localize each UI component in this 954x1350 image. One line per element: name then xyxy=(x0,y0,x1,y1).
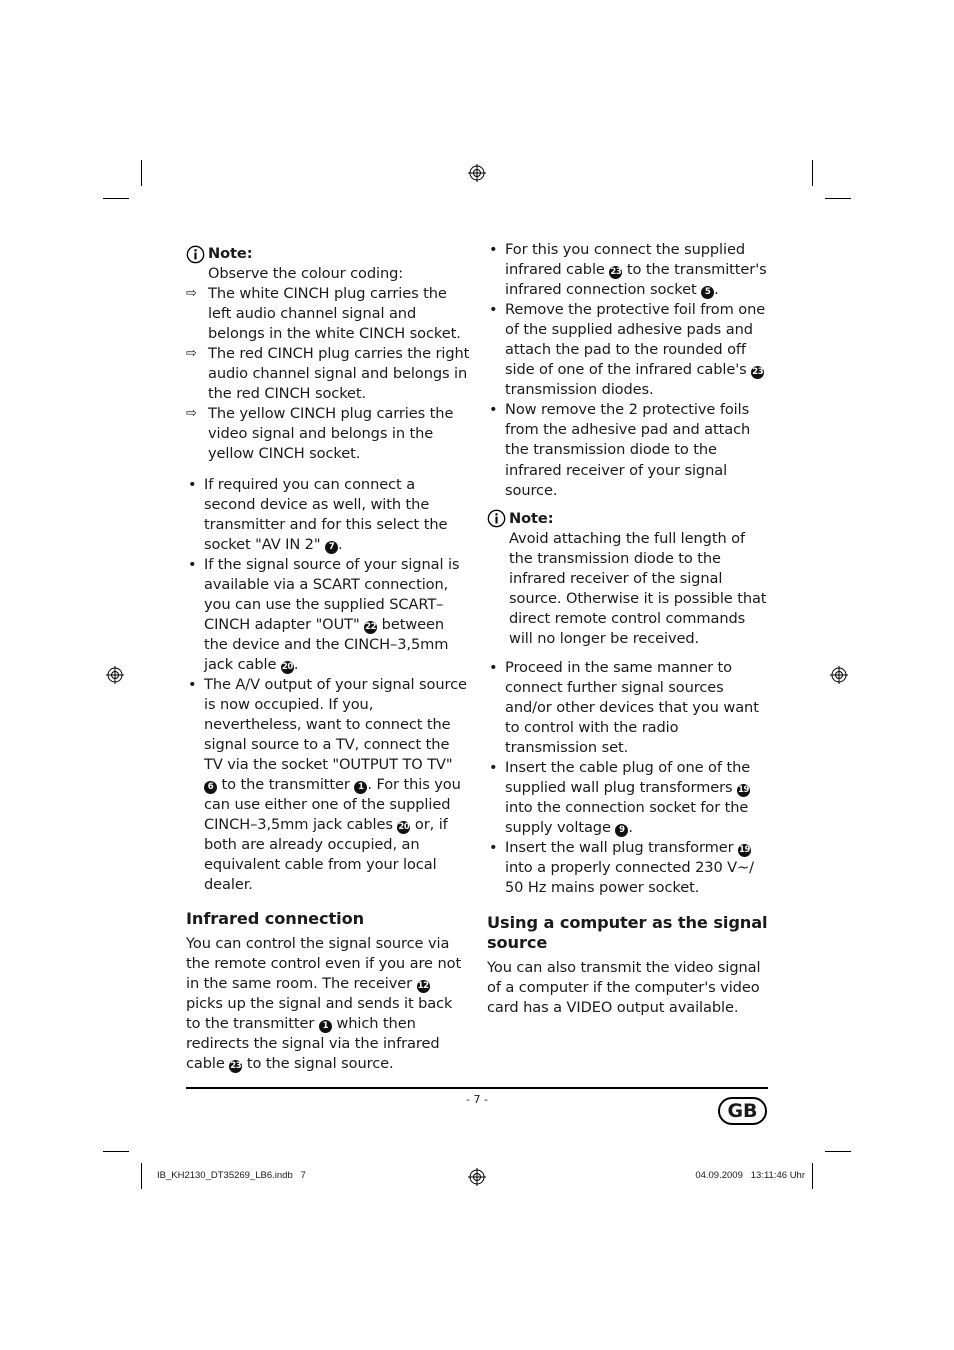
note-body xyxy=(487,529,771,649)
crop-mark xyxy=(103,198,129,199)
crop-mark xyxy=(141,160,142,186)
list-item: • If required you can connect a second device as well, with the transmitter and for this select the socket "AV IN 2" 7 . xyxy=(188,475,448,553)
list-item: • If the signal source of your signal is available via a SCART connection, you can use the supplied SCART–CINCH adapter "OUT" 22 between the device and the CINCH–3,5mm jack cable 20. xyxy=(188,555,460,673)
note-body xyxy=(186,264,470,284)
crop-mark xyxy=(103,1151,129,1152)
list-item: • Now remove the 2 protective foils from the adhesive pad and attach the transmission diode to the infrared receiver of your signal source. xyxy=(489,401,751,499)
note-title: Note: xyxy=(509,509,554,527)
list-item: • Insert the wall plug transformer 19 into a properly connected 230 V~/ 50 Hz mains power socket. xyxy=(489,839,754,897)
note-title: Note: xyxy=(208,245,253,262)
crop-mark xyxy=(825,198,851,199)
bullet-icon: • xyxy=(188,555,197,573)
bullet-icon: • xyxy=(489,759,498,777)
registration-mark-icon xyxy=(830,666,848,684)
info-icon xyxy=(186,245,205,264)
list-item: • Insert the cable plug of one of the supplied wall plug transformers 19 into the connection socket for the supply voltage 9 . xyxy=(489,759,751,837)
ref-badge: 20 xyxy=(281,661,293,672)
left-column xyxy=(186,244,470,1074)
ref-badge: 23 xyxy=(752,367,764,378)
list-item: • For this you connect the supplied infrared cable 23 to the transmitter's infrared connection socket 5 . xyxy=(489,241,767,299)
paragraph: You can control the signal source via the remote control even if you are not in the same room. The receiver 12 picks up the signal and sends it back to the transmitter 1 which then redirects the signal via the infrared cable 23 to the signal source. xyxy=(186,934,462,1072)
ref-badge: 1 xyxy=(354,781,367,794)
crop-mark xyxy=(812,160,813,186)
ref-badge: 12 xyxy=(417,980,429,991)
note-heading xyxy=(186,244,470,264)
instruction-list xyxy=(487,240,771,501)
page-number: - 7 - xyxy=(466,1093,488,1106)
bullet-icon: • xyxy=(489,301,498,319)
ref-badge: 23 xyxy=(230,1060,242,1071)
footer-rule xyxy=(186,1087,768,1089)
ref-badge: 9 xyxy=(615,824,628,837)
registration-mark-icon xyxy=(468,1168,486,1186)
note-intro: Observe the colour coding: xyxy=(208,265,404,283)
colour-coding-list xyxy=(186,284,470,464)
crop-mark xyxy=(141,1163,142,1189)
ref-badge: 19 xyxy=(739,845,751,856)
section-heading: Infrared connection xyxy=(186,908,365,928)
right-column xyxy=(487,240,771,1018)
list-item: • Remove the protective foil from one of the supplied adhesive pads and attach the pad to the rounded off side of one of the infrared cable's 23 transmission diodes. xyxy=(489,301,766,399)
ref-badge: 6 xyxy=(204,781,217,794)
arrow-right-icon: ⇨ xyxy=(186,406,197,422)
list-item: ⇨ The white CINCH plug carries the left audio channel signal and belongs in the white CINCH socket. xyxy=(186,285,461,343)
bullet-icon: • xyxy=(188,475,197,493)
paragraph: You can also transmit the video signal of a computer if the computer's video card has a VIDEO output available. xyxy=(487,958,761,1016)
ref-badge: 23 xyxy=(610,267,622,278)
list-item: • The A/V output of your signal source is now occupied. If you, nevertheless, want to connect the signal source to a TV, connect the TV via the socket "OUTPUT TO TV" 6 to the transmitter 1 . For this you can use either one of the supplied CINCH–3,5mm jack cables 20 or, if both are already occupied, an equivalent cable from your local dealer. xyxy=(188,675,467,894)
ref-badge: 5 xyxy=(701,286,714,299)
section-heading: Using a computer as the signal source xyxy=(487,912,768,952)
print-file-name: IB_KH2130_DT35269_LB6.indb 7 xyxy=(157,1170,306,1181)
ref-badge: 1 xyxy=(319,1020,332,1033)
bullet-icon: • xyxy=(489,658,498,676)
instruction-list xyxy=(487,658,771,899)
list-item: ⇨ The yellow CINCH plug carries the video signal and belongs in the yellow CINCH socket. xyxy=(186,405,454,463)
list-item: • Proceed in the same manner to connect further signal sources and/or other devices that you want to control with the radio transmission set. xyxy=(489,658,759,757)
arrow-right-icon: ⇨ xyxy=(186,286,197,302)
ref-badge: 7 xyxy=(325,541,338,554)
crop-mark xyxy=(825,1151,851,1152)
ref-badge: 19 xyxy=(738,785,750,796)
bullet-icon: • xyxy=(489,839,498,857)
bullet-icon: • xyxy=(489,401,498,419)
registration-mark-icon xyxy=(106,666,124,684)
registration-mark-icon xyxy=(468,164,486,182)
bullet-icon: • xyxy=(188,675,197,693)
crop-mark xyxy=(812,1163,813,1189)
country-badge: GB xyxy=(718,1097,767,1125)
bullet-icon: • xyxy=(489,241,498,258)
note-text: Avoid attaching the full length of the transmission diode to the infrared receiver of the signal source. Otherwise it is possible that direct remote control commands will no longer be received. xyxy=(509,529,767,647)
ref-badge: 22 xyxy=(365,621,377,632)
list-item: ⇨ The red CINCH plug carries the right audio channel signal and belongs in the red CINCH socket. xyxy=(186,345,470,403)
arrow-right-icon: ⇨ xyxy=(186,346,197,362)
info-icon xyxy=(487,509,506,528)
print-timestamp: 04.09.2009 13:11:46 Uhr xyxy=(695,1170,805,1181)
note-heading xyxy=(487,509,771,529)
ref-badge: 20 xyxy=(398,822,410,833)
instruction-list xyxy=(186,475,470,896)
